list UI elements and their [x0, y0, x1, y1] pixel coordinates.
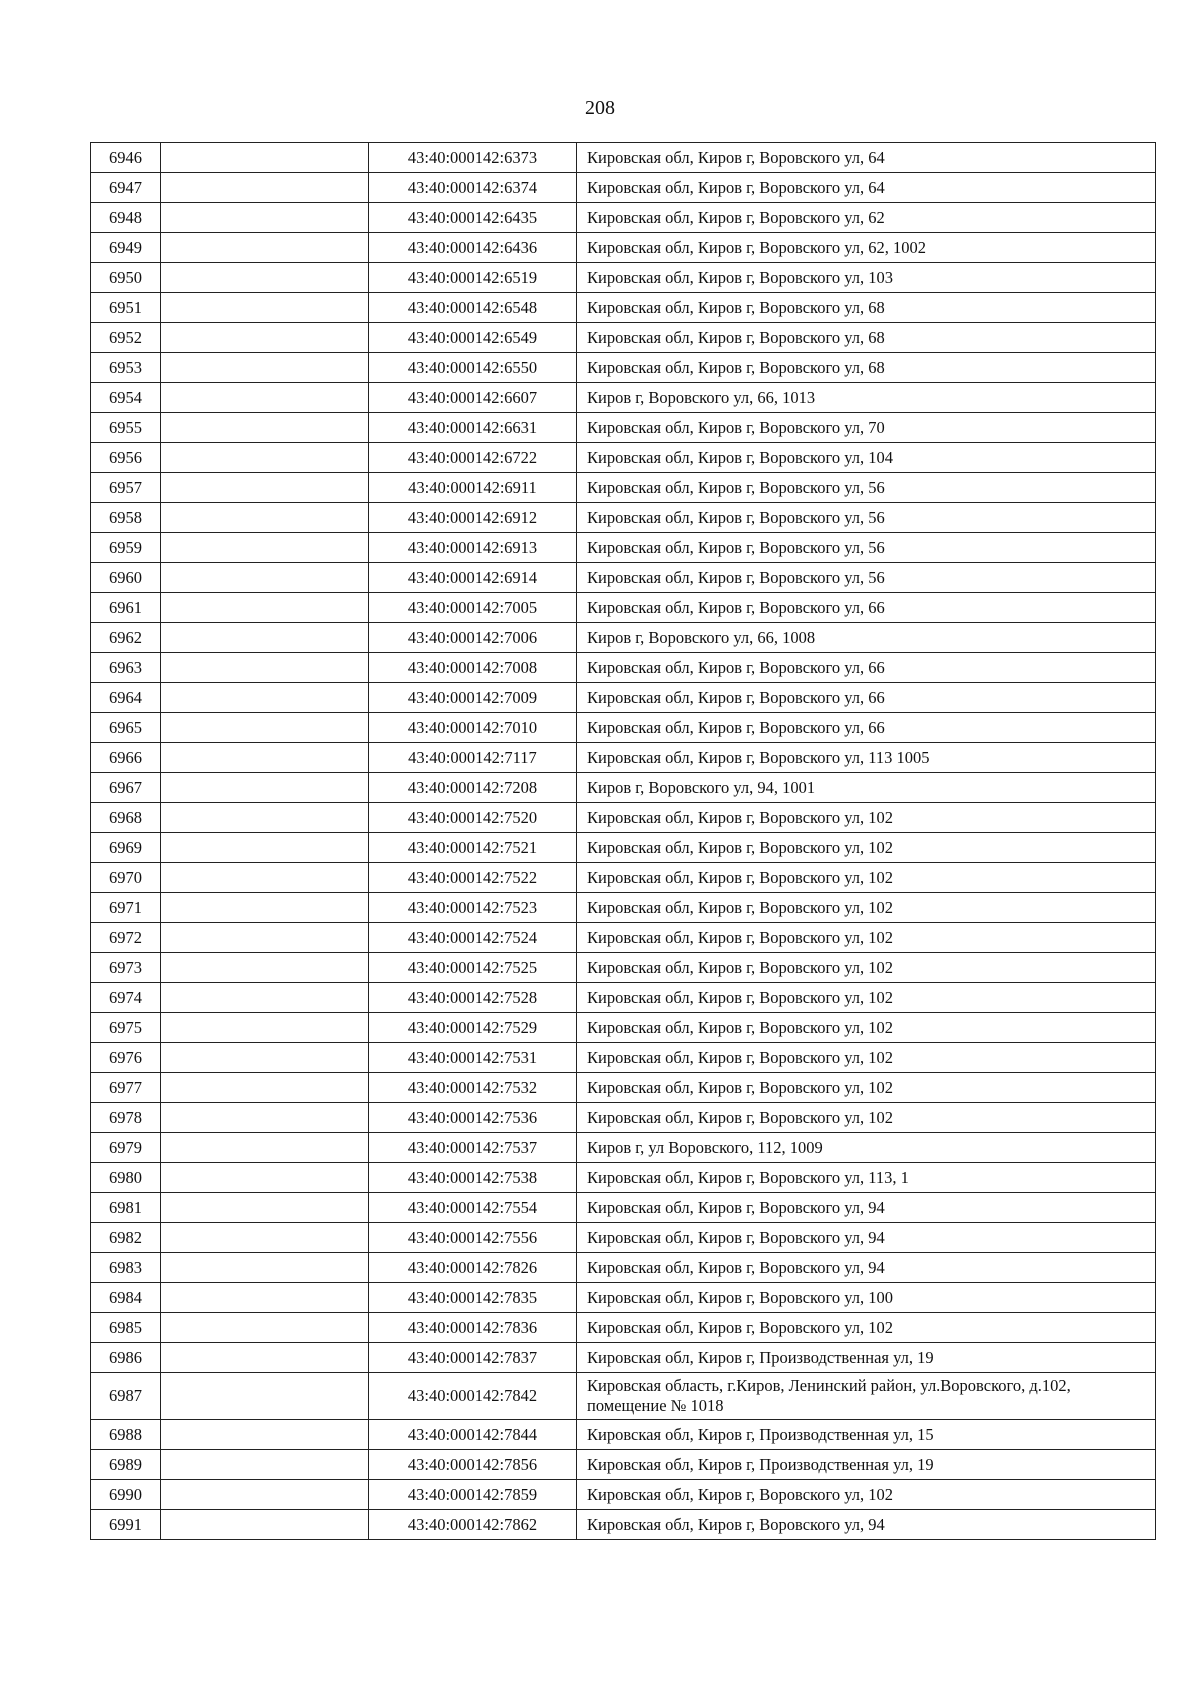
address-cell: Кировская обл, Киров г, Воровского ул, 66: [577, 683, 1156, 713]
name-cell: [161, 1283, 369, 1313]
name-cell: [161, 1373, 369, 1420]
address-cell: Кировская обл, Киров г, Воровского ул, 100: [577, 1283, 1156, 1313]
name-cell: [161, 203, 369, 233]
table-row: [91, 983, 1156, 1013]
property-table: [90, 142, 1156, 1540]
row-number-cell: 6946: [91, 143, 161, 173]
table-row: [91, 473, 1156, 503]
table-row: [91, 353, 1156, 383]
address-cell: Кировская обл, Киров г, Производственная ул, 19: [577, 1450, 1156, 1480]
cadastral-number-cell: 43:40:000142:7522: [369, 863, 577, 893]
name-cell: [161, 293, 369, 323]
address-cell: Кировская обл, Киров г, Воровского ул, 56: [577, 533, 1156, 563]
cadastral-number-cell: 43:40:000142:7005: [369, 593, 577, 623]
row-number-cell: 6972: [91, 923, 161, 953]
row-number-cell: 6959: [91, 533, 161, 563]
table-row: [91, 443, 1156, 473]
row-number-cell: 6982: [91, 1223, 161, 1253]
name-cell: [161, 1133, 369, 1163]
name-cell: [161, 593, 369, 623]
cadastral-number-cell: 43:40:000142:7009: [369, 683, 577, 713]
address-cell: Кировская обл, Киров г, Воровского ул, 94: [577, 1253, 1156, 1283]
table-row: [91, 893, 1156, 923]
table-row: [91, 773, 1156, 803]
row-number-cell: 6978: [91, 1103, 161, 1133]
cadastral-number-cell: 43:40:000142:6912: [369, 503, 577, 533]
cadastral-number-cell: 43:40:000142:7836: [369, 1313, 577, 1343]
row-number-cell: 6965: [91, 713, 161, 743]
cadastral-number-cell: 43:40:000142:7862: [369, 1510, 577, 1540]
address-cell: Кировская обл, Киров г, Воровского ул, 66: [577, 593, 1156, 623]
name-cell: [161, 1073, 369, 1103]
cadastral-number-cell: 43:40:000142:7536: [369, 1103, 577, 1133]
row-number-cell: 6952: [91, 323, 161, 353]
row-number-cell: 6953: [91, 353, 161, 383]
address-cell: Кировская обл, Киров г, Воровского ул, 68: [577, 293, 1156, 323]
table-row: [91, 833, 1156, 863]
cadastral-number-cell: 43:40:000142:7523: [369, 893, 577, 923]
row-number-cell: 6947: [91, 173, 161, 203]
name-cell: [161, 233, 369, 263]
address-cell: Кировская обл, Киров г, Производственная ул, 19: [577, 1343, 1156, 1373]
cadastral-number-cell: 43:40:000142:7837: [369, 1343, 577, 1373]
address-cell: Кировская обл, Киров г, Воровского ул, 68: [577, 353, 1156, 383]
address-cell: Кировская обл, Киров г, Воровского ул, 113, 1: [577, 1163, 1156, 1193]
cadastral-number-cell: 43:40:000142:7826: [369, 1253, 577, 1283]
cadastral-number-cell: 43:40:000142:6722: [369, 443, 577, 473]
row-number-cell: 6988: [91, 1420, 161, 1450]
name-cell: [161, 953, 369, 983]
table-row: [91, 1163, 1156, 1193]
row-number-cell: 6975: [91, 1013, 161, 1043]
row-number-cell: 6962: [91, 623, 161, 653]
name-cell: [161, 1013, 369, 1043]
address-cell: Кировская обл, Киров г, Воровского ул, 56: [577, 473, 1156, 503]
row-number-cell: 6980: [91, 1163, 161, 1193]
address-cell: Кировская обл, Киров г, Воровского ул, 102: [577, 923, 1156, 953]
table-row: [91, 1073, 1156, 1103]
row-number-cell: 6957: [91, 473, 161, 503]
table-row: [91, 1450, 1156, 1480]
cadastral-number-cell: 43:40:000142:6519: [369, 263, 577, 293]
address-cell: Кировская обл, Киров г, Воровского ул, 102: [577, 893, 1156, 923]
row-number-cell: 6979: [91, 1133, 161, 1163]
cadastral-number-cell: 43:40:000142:7525: [369, 953, 577, 983]
name-cell: [161, 923, 369, 953]
table-row: [91, 1373, 1156, 1420]
name-cell: [161, 563, 369, 593]
table-row: [91, 953, 1156, 983]
table-row: [91, 1480, 1156, 1510]
name-cell: [161, 1343, 369, 1373]
row-number-cell: 6966: [91, 743, 161, 773]
name-cell: [161, 653, 369, 683]
cadastral-number-cell: 43:40:000142:7844: [369, 1420, 577, 1450]
name-cell: [161, 1253, 369, 1283]
address-cell: Кировская обл, Киров г, Воровского ул, 62: [577, 203, 1156, 233]
row-number-cell: 6974: [91, 983, 161, 1013]
name-cell: [161, 893, 369, 923]
table-row: [91, 1043, 1156, 1073]
row-number-cell: 6961: [91, 593, 161, 623]
table-row: [91, 1343, 1156, 1373]
table-row: [91, 533, 1156, 563]
cadastral-number-cell: 43:40:000142:7531: [369, 1043, 577, 1073]
name-cell: [161, 1163, 369, 1193]
address-cell: Кировская обл, Киров г, Воровского ул, 102: [577, 953, 1156, 983]
name-cell: [161, 743, 369, 773]
row-number-cell: 6955: [91, 413, 161, 443]
row-number-cell: 6987: [91, 1373, 161, 1420]
name-cell: [161, 1450, 369, 1480]
cadastral-number-cell: 43:40:000142:7538: [369, 1163, 577, 1193]
address-cell: Кировская обл, Киров г, Воровского ул, 94: [577, 1510, 1156, 1540]
cadastral-number-cell: 43:40:000142:6914: [369, 563, 577, 593]
row-number-cell: 6981: [91, 1193, 161, 1223]
address-cell: Киров г, Воровского ул, 94, 1001: [577, 773, 1156, 803]
name-cell: [161, 863, 369, 893]
address-cell: Кировская область, г.Киров, Ленинский район, ул.Воровского, д.102, помещение № 1018: [577, 1373, 1156, 1420]
table-row: [91, 1510, 1156, 1540]
table-row: [91, 143, 1156, 173]
address-cell: Кировская обл, Киров г, Воровского ул, 64: [577, 173, 1156, 203]
cadastral-number-cell: 43:40:000142:7117: [369, 743, 577, 773]
name-cell: [161, 473, 369, 503]
row-number-cell: 6949: [91, 233, 161, 263]
cadastral-number-cell: 43:40:000142:7529: [369, 1013, 577, 1043]
cadastral-number-cell: 43:40:000142:7835: [369, 1283, 577, 1313]
name-cell: [161, 773, 369, 803]
name-cell: [161, 323, 369, 353]
name-cell: [161, 1103, 369, 1133]
cadastral-number-cell: 43:40:000142:7524: [369, 923, 577, 953]
cadastral-number-cell: 43:40:000142:7842: [369, 1373, 577, 1420]
row-number-cell: 6973: [91, 953, 161, 983]
name-cell: [161, 353, 369, 383]
table-row: [91, 1223, 1156, 1253]
table-row: [91, 713, 1156, 743]
table-row: [91, 683, 1156, 713]
row-number-cell: 6963: [91, 653, 161, 683]
row-number-cell: 6983: [91, 1253, 161, 1283]
name-cell: [161, 263, 369, 293]
table-row: [91, 1193, 1156, 1223]
row-number-cell: 6960: [91, 563, 161, 593]
row-number-cell: 6976: [91, 1043, 161, 1073]
row-number-cell: 6984: [91, 1283, 161, 1313]
address-cell: Кировская обл, Киров г, Воровского ул, 102: [577, 1013, 1156, 1043]
page-number: 208: [585, 97, 615, 119]
name-cell: [161, 983, 369, 1013]
cadastral-number-cell: 43:40:000142:6435: [369, 203, 577, 233]
address-cell: Кировская обл, Киров г, Воровского ул, 102: [577, 833, 1156, 863]
table-row: [91, 1103, 1156, 1133]
row-number-cell: 6967: [91, 773, 161, 803]
table-row: [91, 1133, 1156, 1163]
name-cell: [161, 1043, 369, 1073]
table-row: [91, 263, 1156, 293]
address-cell: Кировская обл, Киров г, Воровского ул, 62, 1002: [577, 233, 1156, 263]
name-cell: [161, 1313, 369, 1343]
name-cell: [161, 1223, 369, 1253]
row-number-cell: 6970: [91, 863, 161, 893]
name-cell: [161, 623, 369, 653]
table-row: [91, 1253, 1156, 1283]
name-cell: [161, 383, 369, 413]
address-cell: Кировская обл, Киров г, Воровского ул, 103: [577, 263, 1156, 293]
address-cell: Кировская обл, Киров г, Воровского ул, 56: [577, 503, 1156, 533]
cadastral-number-cell: 43:40:000142:7556: [369, 1223, 577, 1253]
row-number-cell: 6968: [91, 803, 161, 833]
table-row: [91, 593, 1156, 623]
address-cell: Кировская обл, Киров г, Воровского ул, 102: [577, 803, 1156, 833]
cadastral-number-cell: 43:40:000142:6631: [369, 413, 577, 443]
address-cell: Кировская обл, Киров г, Воровского ул, 68: [577, 323, 1156, 353]
cadastral-number-cell: 43:40:000142:6913: [369, 533, 577, 563]
table-row: [91, 233, 1156, 263]
name-cell: [161, 683, 369, 713]
cadastral-number-cell: 43:40:000142:6911: [369, 473, 577, 503]
table-row: [91, 923, 1156, 953]
row-number-cell: 6954: [91, 383, 161, 413]
name-cell: [161, 413, 369, 443]
cadastral-number-cell: 43:40:000142:6607: [369, 383, 577, 413]
name-cell: [161, 143, 369, 173]
row-number-cell: 6958: [91, 503, 161, 533]
row-number-cell: 6950: [91, 263, 161, 293]
table-row: [91, 563, 1156, 593]
cadastral-number-cell: 43:40:000142:6549: [369, 323, 577, 353]
address-cell: Кировская обл, Киров г, Воровского ул, 102: [577, 1480, 1156, 1510]
table-row: [91, 1420, 1156, 1450]
cadastral-number-cell: 43:40:000142:7208: [369, 773, 577, 803]
row-number-cell: 6985: [91, 1313, 161, 1343]
row-number-cell: 6990: [91, 1480, 161, 1510]
address-cell: Кировская обл, Киров г, Воровского ул, 102: [577, 1073, 1156, 1103]
table-row: [91, 173, 1156, 203]
cadastral-number-cell: 43:40:000142:7521: [369, 833, 577, 863]
row-number-cell: 6948: [91, 203, 161, 233]
name-cell: [161, 173, 369, 203]
cadastral-number-cell: 43:40:000142:6550: [369, 353, 577, 383]
cadastral-number-cell: 43:40:000142:6436: [369, 233, 577, 263]
name-cell: [161, 1420, 369, 1450]
table-row: [91, 1313, 1156, 1343]
name-cell: [161, 533, 369, 563]
cadastral-number-cell: 43:40:000142:7008: [369, 653, 577, 683]
name-cell: [161, 443, 369, 473]
cadastral-number-cell: 43:40:000142:7532: [369, 1073, 577, 1103]
row-number-cell: 6991: [91, 1510, 161, 1540]
cadastral-number-cell: 43:40:000142:6548: [369, 293, 577, 323]
table-row: [91, 653, 1156, 683]
cadastral-number-cell: 43:40:000142:7537: [369, 1133, 577, 1163]
cadastral-number-cell: 43:40:000142:7520: [369, 803, 577, 833]
address-cell: Кировская обл, Киров г, Воровского ул, 102: [577, 983, 1156, 1013]
address-cell: Киров г, Воровского ул, 66, 1008: [577, 623, 1156, 653]
address-cell: Киров г, Воровского ул, 66, 1013: [577, 383, 1156, 413]
address-cell: Кировская обл, Киров г, Воровского ул, 102: [577, 1043, 1156, 1073]
address-cell: Кировская обл, Киров г, Воровского ул, 113 1005: [577, 743, 1156, 773]
table-row: [91, 323, 1156, 353]
row-number-cell: 6986: [91, 1343, 161, 1373]
table-row: [91, 623, 1156, 653]
address-cell: Кировская обл, Киров г, Воровского ул, 66: [577, 653, 1156, 683]
name-cell: [161, 1193, 369, 1223]
address-cell: Кировская обл, Киров г, Воровского ул, 102: [577, 863, 1156, 893]
address-cell: Кировская обл, Киров г, Воровского ул, 104: [577, 443, 1156, 473]
row-number-cell: 6956: [91, 443, 161, 473]
address-cell: Кировская обл, Киров г, Воровского ул, 70: [577, 413, 1156, 443]
table-row: [91, 413, 1156, 443]
row-number-cell: 6964: [91, 683, 161, 713]
name-cell: [161, 713, 369, 743]
table-row: [91, 383, 1156, 413]
address-cell: Кировская обл, Киров г, Воровского ул, 94: [577, 1223, 1156, 1253]
name-cell: [161, 1510, 369, 1540]
name-cell: [161, 503, 369, 533]
cadastral-number-cell: 43:40:000142:6373: [369, 143, 577, 173]
address-cell: Кировская обл, Киров г, Воровского ул, 64: [577, 143, 1156, 173]
table-row: [91, 1013, 1156, 1043]
name-cell: [161, 1480, 369, 1510]
address-cell: Кировская обл, Киров г, Воровского ул, 102: [577, 1313, 1156, 1343]
cadastral-number-cell: 43:40:000142:6374: [369, 173, 577, 203]
address-cell: Кировская обл, Киров г, Воровского ул, 94: [577, 1193, 1156, 1223]
table-row: [91, 203, 1156, 233]
table-row: [91, 863, 1156, 893]
table-body: [91, 143, 1156, 1540]
cadastral-number-cell: 43:40:000142:7010: [369, 713, 577, 743]
table-row: [91, 503, 1156, 533]
address-cell: Киров г, ул Воровского, 112, 1009: [577, 1133, 1156, 1163]
row-number-cell: 6971: [91, 893, 161, 923]
row-number-cell: 6951: [91, 293, 161, 323]
table-row: [91, 1283, 1156, 1313]
row-number-cell: 6989: [91, 1450, 161, 1480]
cadastral-number-cell: 43:40:000142:7859: [369, 1480, 577, 1510]
address-cell: Кировская обл, Киров г, Производственная ул, 15: [577, 1420, 1156, 1450]
address-cell: Кировская обл, Киров г, Воровского ул, 56: [577, 563, 1156, 593]
table-row: [91, 743, 1156, 773]
cadastral-number-cell: 43:40:000142:7528: [369, 983, 577, 1013]
name-cell: [161, 833, 369, 863]
address-cell: Кировская обл, Киров г, Воровского ул, 66: [577, 713, 1156, 743]
cadastral-number-cell: 43:40:000142:7856: [369, 1450, 577, 1480]
cadastral-number-cell: 43:40:000142:7006: [369, 623, 577, 653]
table-row: [91, 803, 1156, 833]
address-cell: Кировская обл, Киров г, Воровского ул, 102: [577, 1103, 1156, 1133]
name-cell: [161, 803, 369, 833]
table-row: [91, 293, 1156, 323]
row-number-cell: 6977: [91, 1073, 161, 1103]
row-number-cell: 6969: [91, 833, 161, 863]
cadastral-number-cell: 43:40:000142:7554: [369, 1193, 577, 1223]
